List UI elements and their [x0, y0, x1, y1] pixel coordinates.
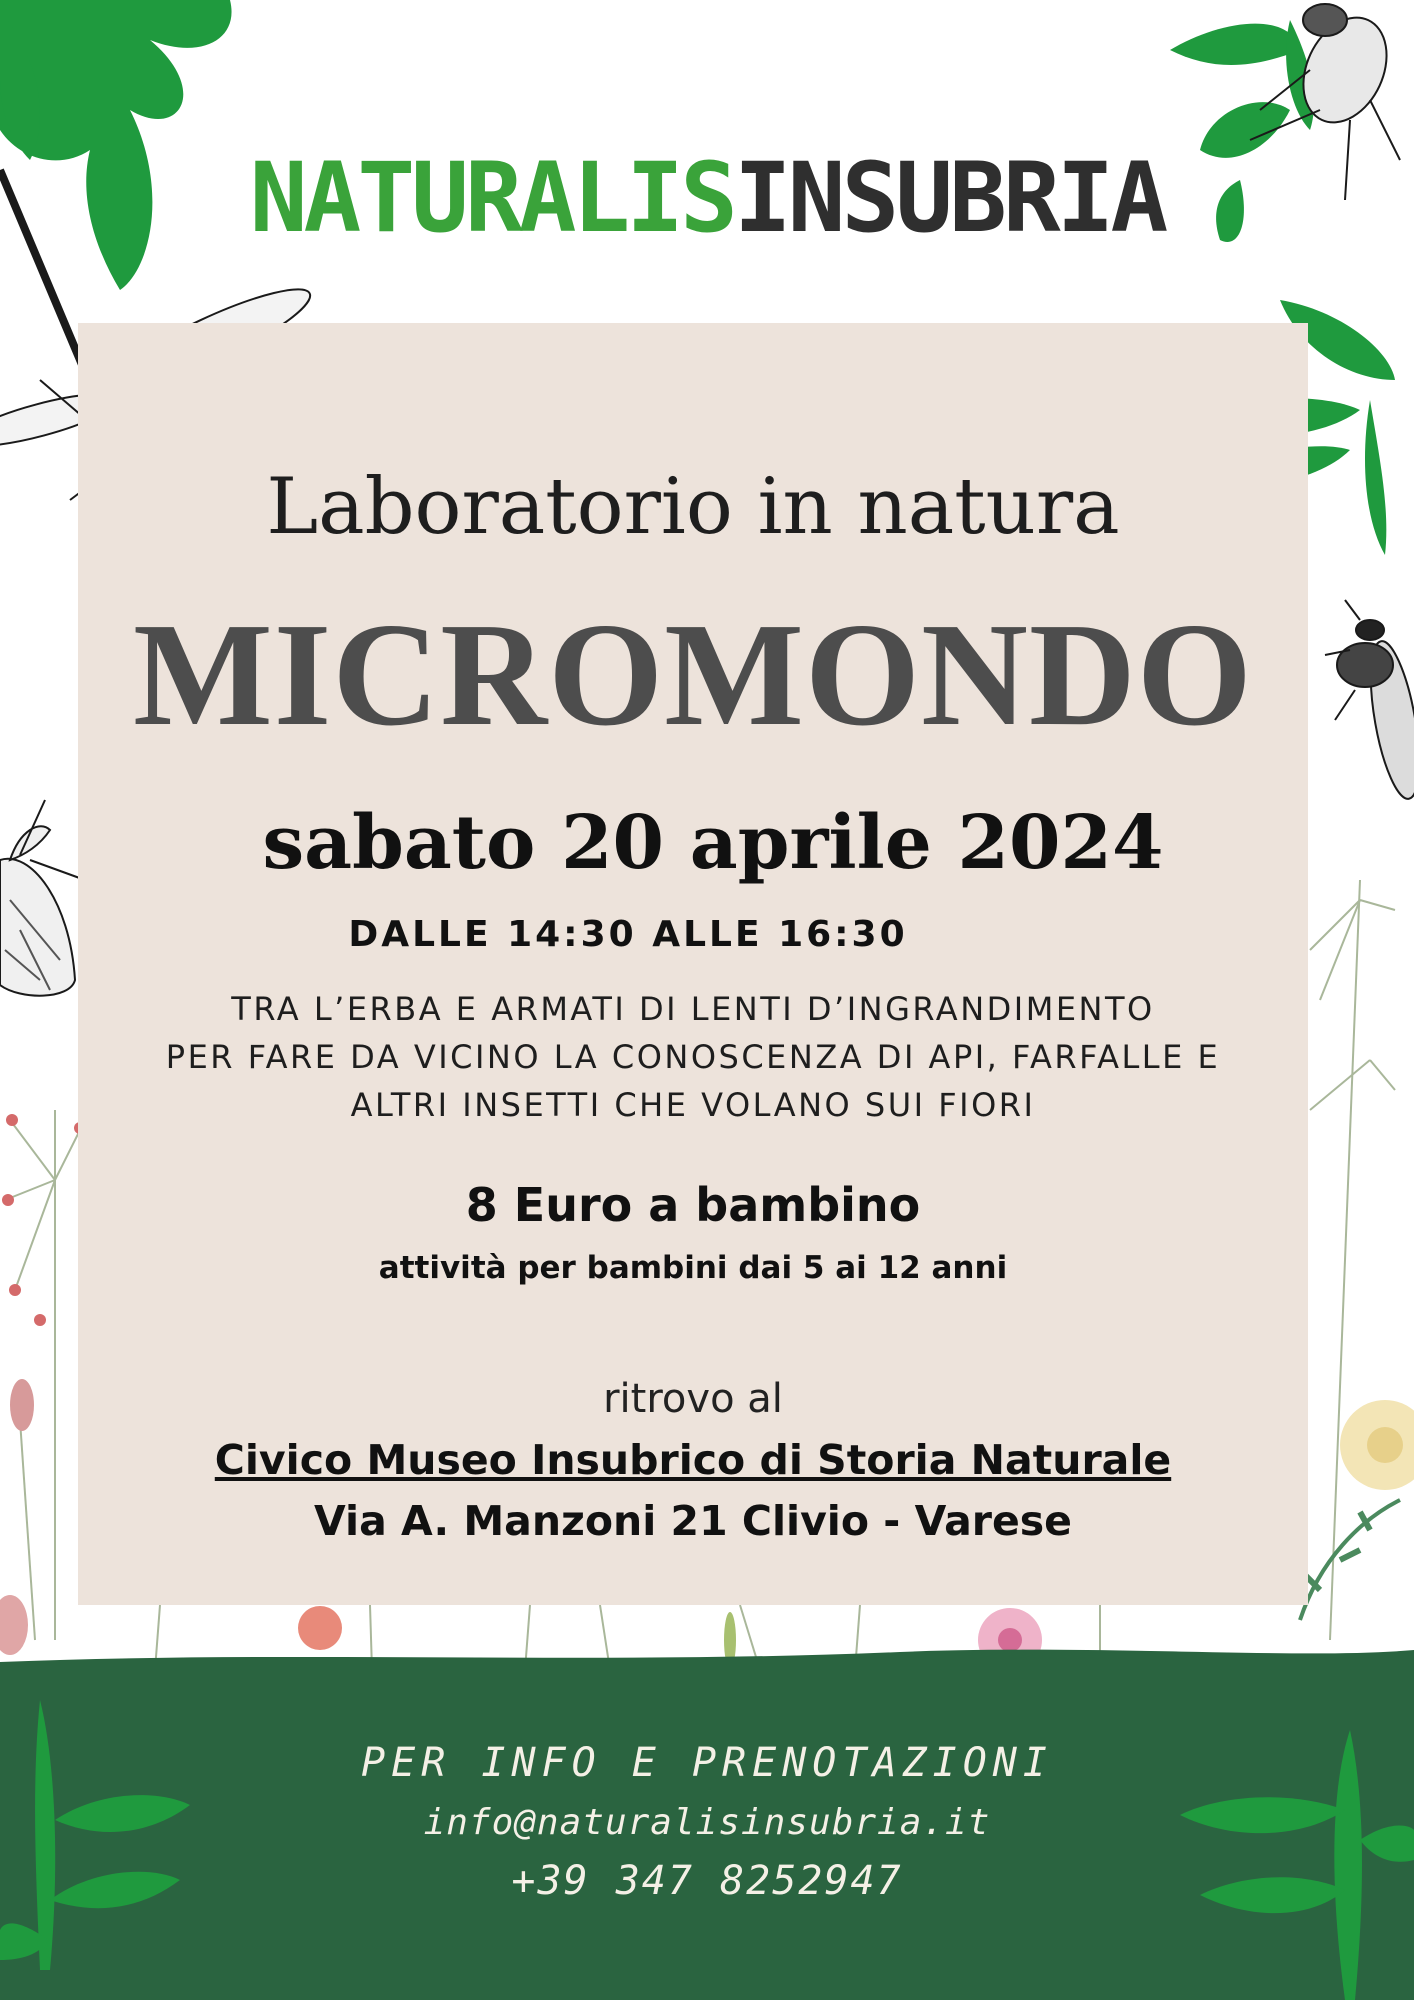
venue-name: Civico Museo Insubrico di Storia Naturale: [214, 1436, 1172, 1484]
description-line: ALTRI INSETTI CHE VOLANO SUI FIORI: [350, 1086, 1036, 1124]
brand-logo: [0, 142, 1414, 254]
logo-part-1: NATURALIS: [249, 142, 734, 254]
logo-part-2: INSUBRIA: [733, 142, 1165, 254]
price-text: 8 Euro a bambino: [465, 1178, 921, 1232]
bee-icon: [1325, 600, 1414, 802]
contact-email[interactable]: info@naturalisinsubria.it: [423, 1802, 991, 1843]
event-time: DALLE 14:30 ALLE 16:30: [348, 914, 908, 955]
description-line: PER FARE DA VICINO LA CONOSCENZA DI API, FARFALLE E: [165, 1038, 1221, 1076]
flower-icon: [1300, 880, 1414, 1640]
description-line: TRA L’ERBA E ARMATI DI LENTI D’INGRANDIMENTO: [231, 990, 1155, 1028]
meeting-label: ritrovo al: [603, 1376, 783, 1422]
venue-address: Via A. Manzoni 21 Clivio - Varese: [314, 1497, 1072, 1545]
event-date: sabato 20 aprile 2024: [262, 800, 1164, 886]
event-title: MICROMONDO: [133, 593, 1253, 757]
footer-heading: PER INFO E PRENOTAZIONI: [361, 1740, 1053, 1786]
age-range-text: attività per bambini dai 5 ai 12 anni: [378, 1250, 1008, 1286]
event-subtitle: Laboratorio in natura: [266, 462, 1120, 552]
flower-icon: [0, 1110, 86, 1655]
contact-phone[interactable]: +39 347 8252947: [511, 1858, 903, 1904]
butterfly-icon: [0, 800, 85, 996]
